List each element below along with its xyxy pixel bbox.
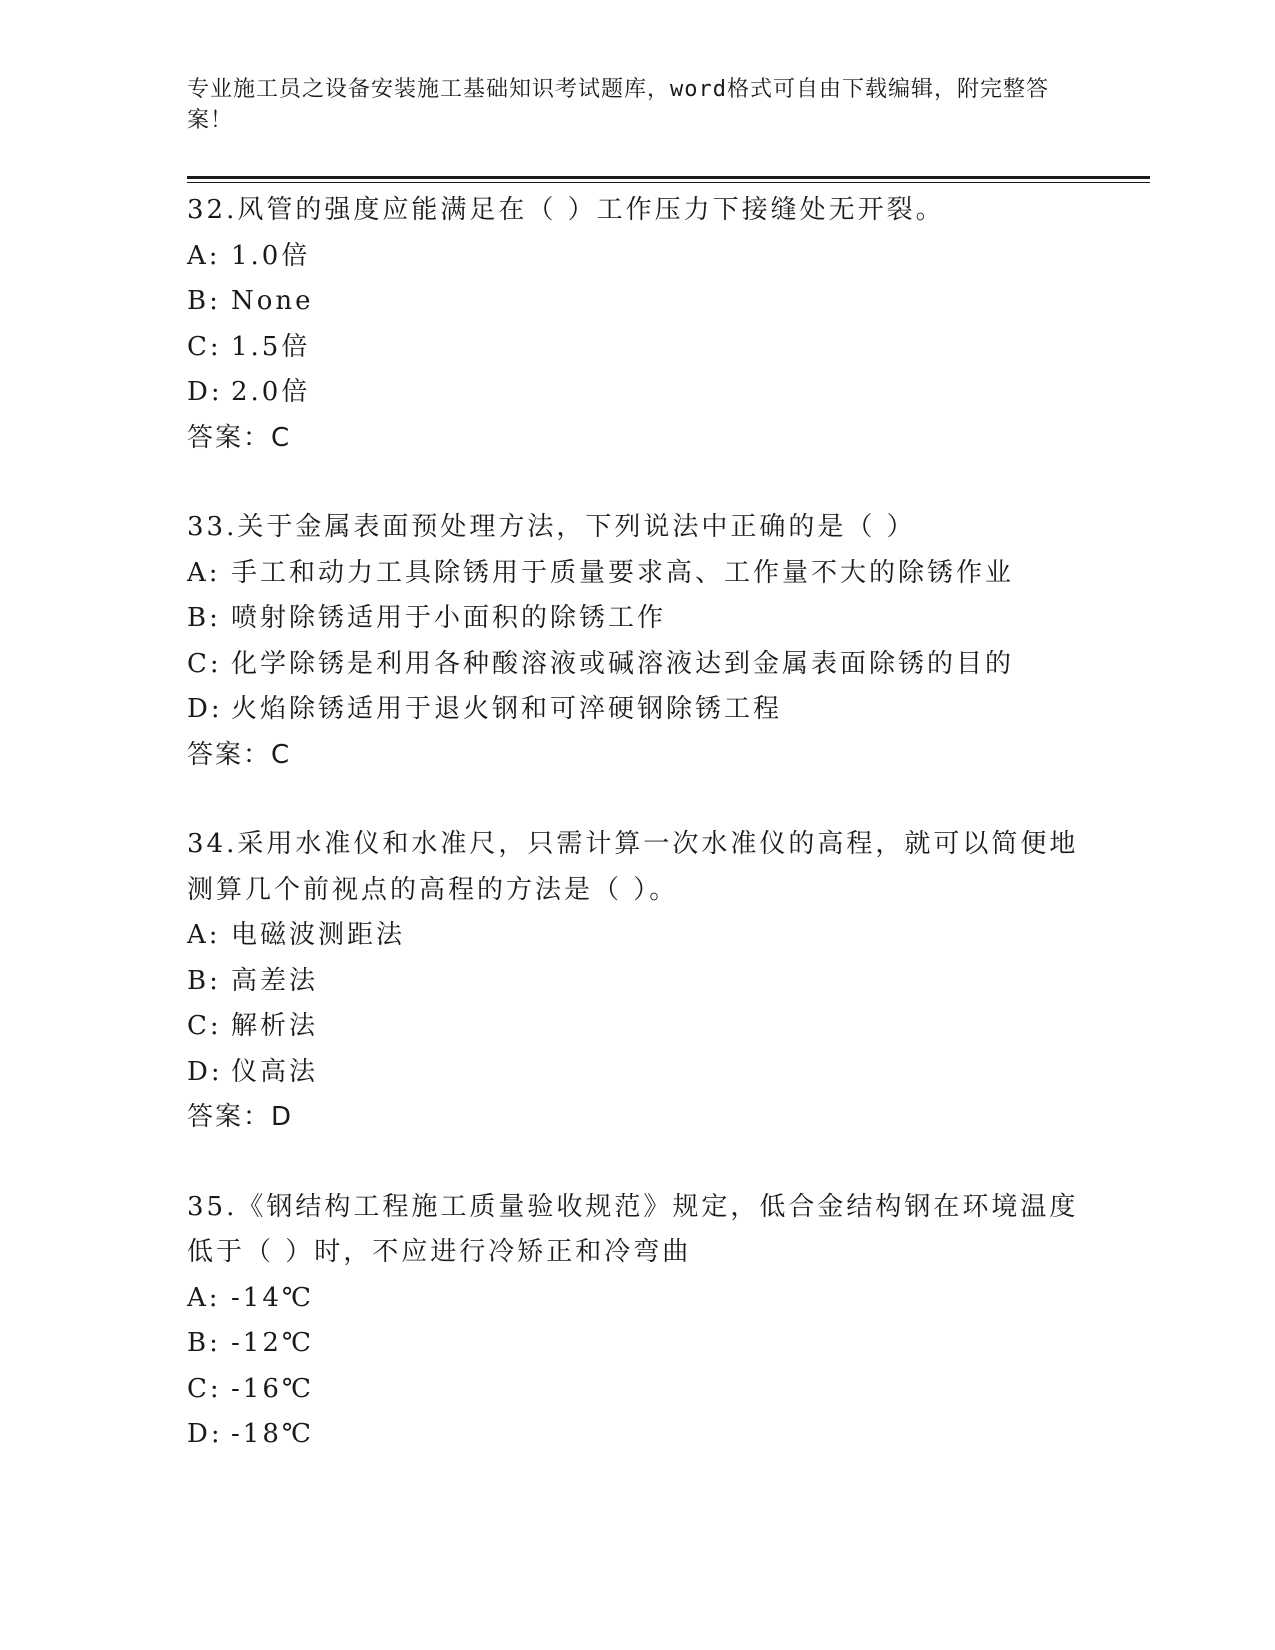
option-a [187, 913, 1087, 959]
option-d [187, 1050, 1087, 1096]
option-key: B: [187, 603, 221, 633]
option-text: -14℃ [231, 1282, 314, 1313]
option-b [187, 1321, 1087, 1367]
option-key: C: [187, 1373, 222, 1404]
option-text: 解析法 [231, 1011, 319, 1041]
option-text: 化学除锈是利用各种酸溶液或碱溶液达到金属表面除锈的目的 [231, 648, 1015, 679]
option-key: A: [187, 920, 221, 950]
option-key: B: [187, 1328, 221, 1358]
option-c [187, 642, 1087, 688]
question-34 [187, 822, 1087, 1141]
option-text: 手工和动力工具除锈用于质量要求高、工作量不大的除锈作业 [231, 557, 1015, 588]
option-key: A: [187, 1282, 221, 1313]
option-text: 火焰除锈适用于退火钢和可淬硬钢除锈工程 [231, 694, 783, 724]
question-stem: 32.风管的强度应能满足在（ ）工作压力下接缝处无开裂。 [187, 195, 945, 225]
question-stem: 35.《钢结构工程施工质量验收规范》规定，低合金结构钢在环境温度低于（ ）时，不应进行冷矫正和冷弯曲 [187, 1191, 1079, 1267]
option-key: B: [187, 965, 221, 996]
option-text: 仪高法 [231, 1056, 319, 1087]
option-text: 高差法 [231, 965, 319, 996]
option-text: 电磁波测距法 [231, 920, 406, 950]
option-key: C: [187, 1011, 222, 1041]
option-d [187, 370, 1087, 416]
header-divider-thin [187, 182, 1150, 183]
document-header: 专业施工员之设备安装施工基础知识考试题库，word格式可自由下载编辑，附完整答案！ [187, 77, 1049, 133]
option-d [187, 687, 1087, 733]
option-key: D: [187, 694, 223, 724]
option-text: 喷射除锈适用于小面积的除锈工作 [231, 603, 667, 633]
option-b [187, 279, 1087, 325]
option-c [187, 1367, 1087, 1413]
option-c [187, 1004, 1087, 1050]
option-text: -16℃ [231, 1373, 314, 1404]
question-stem: 33.关于金属表面预处理方法，下列说法中正确的是（ ） [187, 512, 916, 542]
option-key: D: [187, 1419, 223, 1449]
answer-label: 答案：D [187, 1102, 294, 1132]
question-35 [187, 1185, 1087, 1458]
question-list [187, 188, 1087, 1502]
option-b [187, 959, 1087, 1005]
option-key: D: [187, 1056, 223, 1087]
option-b [187, 596, 1087, 642]
answer-label: 答案：C [187, 422, 292, 453]
option-text: -18℃ [231, 1419, 314, 1449]
option-text: 1.0倍 [231, 240, 311, 271]
question-32 [187, 188, 1087, 461]
option-a [187, 234, 1087, 280]
question-stem: 34.采用水准仪和水准尺，只需计算一次水准仪的高程，就可以简便地测算几个前视点的高程的方法是（ ）。 [187, 829, 1079, 905]
answer-label: 答案：C [187, 739, 292, 770]
header-divider-thick [187, 176, 1150, 179]
option-key: A: [187, 557, 221, 588]
option-key: D: [187, 377, 223, 407]
option-text: 2.0倍 [231, 377, 311, 407]
option-a [187, 1276, 1087, 1322]
option-key: C: [187, 331, 222, 362]
option-text: -12℃ [231, 1328, 314, 1358]
option-text: None [231, 286, 314, 316]
option-d [187, 1412, 1087, 1458]
question-33 [187, 505, 1087, 778]
option-text: 1.5倍 [231, 331, 311, 362]
option-key: C: [187, 648, 222, 679]
option-key: A: [187, 240, 221, 271]
option-a [187, 551, 1087, 597]
option-key: B: [187, 286, 221, 316]
option-c [187, 325, 1087, 371]
